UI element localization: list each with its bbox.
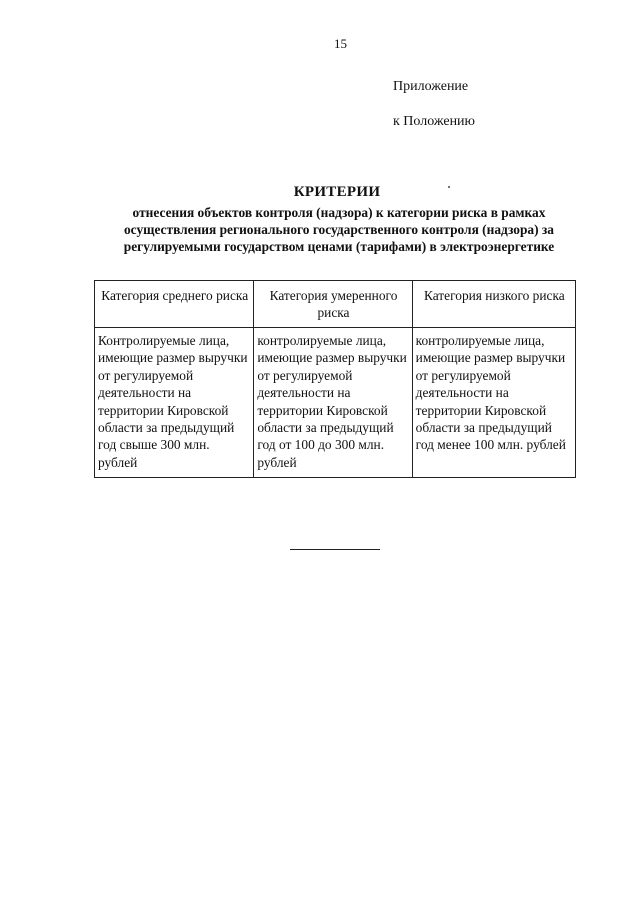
table-row xyxy=(95,328,576,478)
cell-moderate-risk: контролируемые лица, имеющие размер выручки от регулируемой деятельности на территории Кировской области за предыдущий год от 100 до 300 млн. рублей xyxy=(254,328,412,478)
appendix-reference: к Положению xyxy=(393,114,476,129)
header-medium-risk: Категория среднего риска xyxy=(95,281,254,328)
subtitle-line: осуществления регионального государственного контроля (надзора) за xyxy=(123,222,554,237)
end-divider xyxy=(290,549,380,550)
document-subtitle xyxy=(90,204,588,255)
subtitle-line: отнесения объектов контроля (надзора) к категории риска в рамках xyxy=(132,205,546,220)
header-low-risk: Категория низкого риска xyxy=(412,281,575,328)
header-moderate-risk: Категория умеренного риска xyxy=(254,281,412,328)
risk-criteria-table xyxy=(94,280,576,478)
table-header-row xyxy=(95,281,576,328)
subtitle-line: регулируемыми государством ценами (тарифами) в электроэнергетике xyxy=(123,239,555,254)
document-title: КРИТЕРИИ xyxy=(293,184,381,200)
page-number: 15 xyxy=(334,36,347,51)
cell-medium-risk: Контролируемые лица, имеющие размер выручки от регулируемой деятельности на территории Кировской области за предыдущий год свыше 300 млн. рублей xyxy=(95,328,254,478)
cell-low-risk: контролируемые лица, имеющие размер выручки от регулируемой деятельности на территории Кировской области за предыдущий год менее 100 млн. рублей xyxy=(412,328,575,478)
appendix-label: Приложение xyxy=(393,79,469,94)
